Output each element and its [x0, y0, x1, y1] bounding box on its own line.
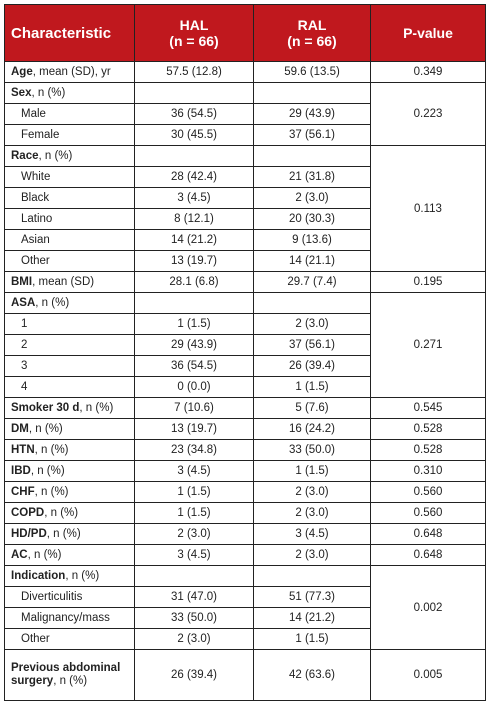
row-label: 4	[5, 377, 135, 398]
row-label: Other	[5, 629, 135, 650]
p-value: 0.648	[371, 524, 486, 545]
ral-value: 1 (1.5)	[254, 461, 371, 482]
ral-value: 5 (7.6)	[254, 398, 371, 419]
p-value: 0.271	[371, 293, 486, 398]
p-value: 0.545	[371, 398, 486, 419]
row-label: Other	[5, 251, 135, 272]
hal-value: 3 (4.5)	[135, 461, 254, 482]
row-label: Age, mean (SD), yr	[5, 62, 135, 83]
hal-value: 1 (1.5)	[135, 482, 254, 503]
ral-value: 21 (31.8)	[254, 167, 371, 188]
table-row	[5, 62, 486, 83]
row-label: Diverticulitis	[5, 587, 135, 608]
hal-value: 31 (47.0)	[135, 587, 254, 608]
hal-value: 29 (43.9)	[135, 335, 254, 356]
hal-value: 1 (1.5)	[135, 314, 254, 335]
p-value: 0.113	[371, 146, 486, 272]
header-hal-n: (n = 66)	[169, 33, 219, 49]
table-row	[5, 440, 486, 461]
p-value: 0.560	[371, 503, 486, 524]
hal-value: 28.1 (6.8)	[135, 272, 254, 293]
ral-value: 2 (3.0)	[254, 188, 371, 209]
row-label: CHF, n (%)	[5, 482, 135, 503]
row-label: Previous abdominal surgery, n (%)	[5, 650, 135, 701]
row-label: Asian	[5, 230, 135, 251]
header-pvalue: P-value	[371, 5, 486, 62]
hal-value: 2 (3.0)	[135, 524, 254, 545]
ral-value: 3 (4.5)	[254, 524, 371, 545]
hal-value: 57.5 (12.8)	[135, 62, 254, 83]
p-value: 0.528	[371, 419, 486, 440]
ral-value: 2 (3.0)	[254, 503, 371, 524]
row-label: Smoker 30 d, n (%)	[5, 398, 135, 419]
p-value: 0.349	[371, 62, 486, 83]
p-value: 0.310	[371, 461, 486, 482]
table-row	[5, 566, 486, 587]
row-label: Indication, n (%)	[5, 566, 135, 587]
ral-value: 59.6 (13.5)	[254, 62, 371, 83]
p-value: 0.002	[371, 566, 486, 650]
row-label: ASA, n (%)	[5, 293, 135, 314]
header-ral-label: RAL	[297, 17, 327, 33]
ral-value: 37 (56.1)	[254, 125, 371, 146]
ral-value: 37 (56.1)	[254, 335, 371, 356]
p-value: 0.560	[371, 482, 486, 503]
hal-value: 30 (45.5)	[135, 125, 254, 146]
p-value: 0.195	[371, 272, 486, 293]
characteristics-table	[4, 4, 486, 701]
table-row	[5, 545, 486, 566]
table-row	[5, 524, 486, 545]
table-row	[5, 398, 486, 419]
hal-value: 7 (10.6)	[135, 398, 254, 419]
row-label: HD/PD, n (%)	[5, 524, 135, 545]
row-label: Latino	[5, 209, 135, 230]
header-row	[5, 5, 486, 62]
hal-value: 26 (39.4)	[135, 650, 254, 701]
hal-value: 13 (19.7)	[135, 251, 254, 272]
ral-value: 33 (50.0)	[254, 440, 371, 461]
ral-value: 14 (21.1)	[254, 251, 371, 272]
table-row	[5, 83, 486, 104]
row-label: DM, n (%)	[5, 419, 135, 440]
table-row	[5, 650, 486, 701]
p-value: 0.528	[371, 440, 486, 461]
ral-value: 51 (77.3)	[254, 587, 371, 608]
header-ral	[254, 5, 371, 62]
row-label: Male	[5, 104, 135, 125]
ral-value: 1 (1.5)	[254, 377, 371, 398]
p-value: 0.005	[371, 650, 486, 701]
row-label: Female	[5, 125, 135, 146]
ral-value: 9 (13.6)	[254, 230, 371, 251]
ral-value: 29 (43.9)	[254, 104, 371, 125]
row-label: Malignancy/mass	[5, 608, 135, 629]
table-row	[5, 272, 486, 293]
header-characteristic: Characteristic	[5, 5, 135, 62]
ral-value: 2 (3.0)	[254, 314, 371, 335]
ral-value: 42 (63.6)	[254, 650, 371, 701]
header-hal	[135, 5, 254, 62]
hal-value: 23 (34.8)	[135, 440, 254, 461]
row-label: IBD, n (%)	[5, 461, 135, 482]
row-label: Race, n (%)	[5, 146, 135, 167]
hal-value: 3 (4.5)	[135, 545, 254, 566]
table-row	[5, 482, 486, 503]
table-row	[5, 461, 486, 482]
row-label: HTN, n (%)	[5, 440, 135, 461]
hal-value: 14 (21.2)	[135, 230, 254, 251]
row-label: 1	[5, 314, 135, 335]
ral-value: 29.7 (7.4)	[254, 272, 371, 293]
ral-value: 26 (39.4)	[254, 356, 371, 377]
ral-value: 2 (3.0)	[254, 482, 371, 503]
row-label: COPD, n (%)	[5, 503, 135, 524]
hal-value: 1 (1.5)	[135, 503, 254, 524]
hal-value: 8 (12.1)	[135, 209, 254, 230]
row-label: 3	[5, 356, 135, 377]
header-hal-label: HAL	[179, 17, 209, 33]
hal-value: 3 (4.5)	[135, 188, 254, 209]
hal-value: 28 (42.4)	[135, 167, 254, 188]
hal-value: 33 (50.0)	[135, 608, 254, 629]
p-value: 0.223	[371, 83, 486, 146]
ral-value: 2 (3.0)	[254, 545, 371, 566]
p-value: 0.648	[371, 545, 486, 566]
table-row	[5, 146, 486, 167]
ral-value: 16 (24.2)	[254, 419, 371, 440]
row-label: Black	[5, 188, 135, 209]
ral-value: 1 (1.5)	[254, 629, 371, 650]
table-row	[5, 419, 486, 440]
row-label: 2	[5, 335, 135, 356]
hal-value: 36 (54.5)	[135, 356, 254, 377]
hal-value: 13 (19.7)	[135, 419, 254, 440]
hal-value: 0 (0.0)	[135, 377, 254, 398]
header-ral-n: (n = 66)	[287, 33, 337, 49]
row-label: AC, n (%)	[5, 545, 135, 566]
row-label: Sex, n (%)	[5, 83, 135, 104]
ral-value: 14 (21.2)	[254, 608, 371, 629]
table-row	[5, 293, 486, 314]
row-label: White	[5, 167, 135, 188]
hal-value: 2 (3.0)	[135, 629, 254, 650]
ral-value: 20 (30.3)	[254, 209, 371, 230]
row-label: BMI, mean (SD)	[5, 272, 135, 293]
table-row	[5, 503, 486, 524]
hal-value: 36 (54.5)	[135, 104, 254, 125]
